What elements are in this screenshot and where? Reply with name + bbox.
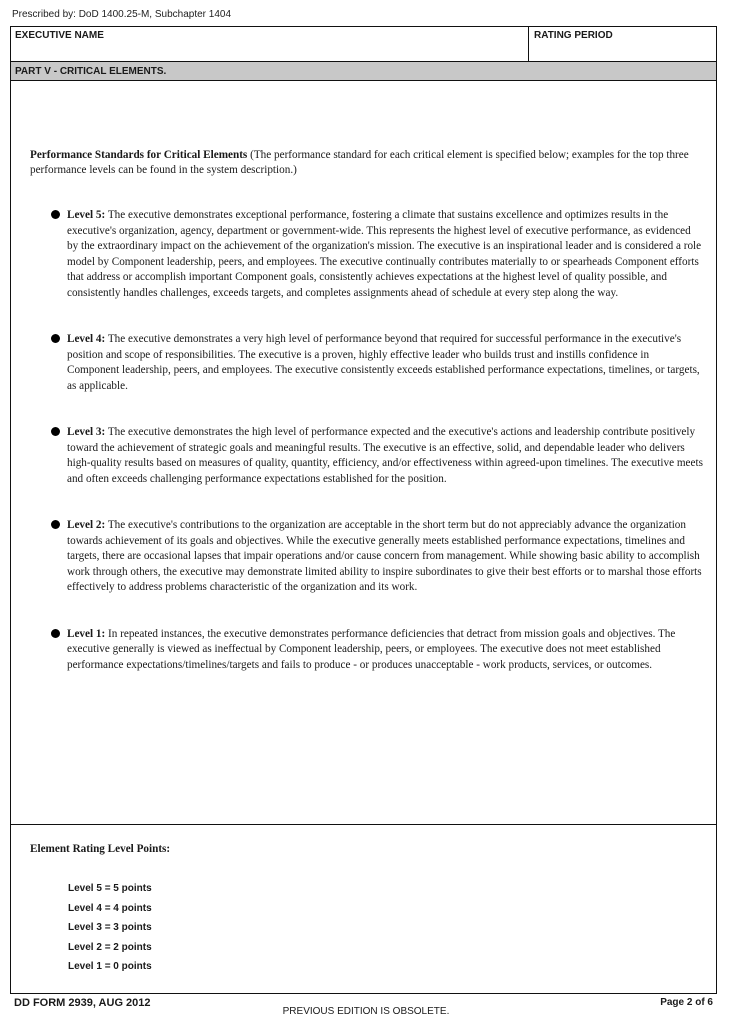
level-label: Level 1: [67, 627, 106, 640]
level-1-item [67, 627, 703, 674]
bullet-icon [51, 427, 60, 436]
rating-points-list [68, 882, 152, 980]
header-row [11, 27, 716, 62]
standards-heading: Performance Standards for Critical Elements [30, 149, 248, 161]
header-divider [528, 27, 529, 61]
section-divider [11, 824, 716, 825]
rating-point-item: Level 4 = 4 points [68, 902, 152, 914]
form-box [10, 26, 717, 994]
rating-point-item: Level 1 = 0 points [68, 961, 152, 973]
executive-name-label: EXECUTIVE NAME [15, 30, 104, 41]
rating-point-item: Level 2 = 2 points [68, 941, 152, 953]
page-number: Page 2 of 6 [660, 997, 713, 1008]
level-list [67, 208, 703, 704]
bullet-icon [51, 629, 60, 638]
form-id: DD FORM 2939, AUG 2012 [14, 997, 151, 1009]
level-text: In repeated instances, the executive demonstrates performance deficiencies that detract from mission goals and objectives. The executive generally is viewed as ineffectual by Component leadership, peers, or employees. The executive does not meet established performance expectations/timelines/targets and fails to produce - or produces unacceptable - work products, services, or outcomes. [67, 627, 676, 671]
part-header [11, 62, 716, 81]
bullet-icon [51, 210, 60, 219]
rating-points-title: Element Rating Level Points: [30, 843, 171, 855]
part-title: PART V - CRITICAL ELEMENTS. [15, 66, 167, 77]
bullet-icon [51, 334, 60, 343]
edition-note: PREVIOUS EDITION IS OBSOLETE. [282, 1006, 450, 1017]
level-label: Level 2: [67, 519, 106, 531]
level-text: The executive demonstrates a very high level of performance beyond that required for successful performance in the executive's position and scope of responsibilities. The executive is a proven, highly effective leader who builds trust and instills confidence in Component leadership, peers, and employees. The executive consistently exceeds established performance expectations, timelines, or targets, as applicable. [67, 333, 700, 392]
rating-point-item: Level 5 = 5 points [68, 883, 152, 894]
level-4-item [67, 332, 703, 394]
level-text: The executive demonstrates the high level of performance expected and the executive's actions and leadership contribute positively toward the achievement of strategic goals and meaningful results. The executive is an effective, solid, and dependable leader who delivers high-quality results based on measures of quality, quantity, efficiency, and/or effectiveness within agreed-upon timelines. The executive meets and often exceeds challenging performance expectations established for the position. [67, 426, 703, 485]
level-label: Level 5: [67, 209, 106, 221]
level-label: Level 3: [67, 426, 106, 438]
level-3-item [67, 425, 703, 487]
performance-standards-intro [30, 148, 718, 178]
level-2-item [67, 518, 703, 596]
level-text: The executive's contributions to the organization are acceptable in the short term but do not appreciably advance the organization towards achievement of its goals and objectives. While the executive generally meets established performance expectations, timelines and targets, there are occasional lapses that impair operations and/or cause concern from management. While showing basic ability to accomplish work through others, the executive may demonstrate limited ability to inspire subordinates to give their best efforts or to marshal those efforts effectively to address problems characteristic of the organization and its work. [67, 519, 702, 593]
standards-text: (The performance standard for each critical element is specified below; examples for the top three performance levels can be found in the system description.) [30, 149, 689, 176]
bullet-icon [51, 520, 60, 529]
level-5-item [67, 208, 703, 301]
level-label: Level 4: [67, 333, 106, 345]
rating-point-item: Level 3 = 3 points [68, 922, 152, 934]
prescribed-by: Prescribed by: DoD 1400.25-M, Subchapter 1404 [12, 9, 232, 20]
rating-period-label: RATING PERIOD [534, 30, 613, 41]
level-text: The executive demonstrates exceptional performance, fostering a climate that sustains excellence and optimizes results in the executive's organization, agency, department or government-wide. This represents the highest level of executive performance, as evidenced by the extraordinary impact on the achievement of the organization's mission. The executive is an inspirational leader and is considered a role model by Component leadership, peers, and employees. The executive continually contributes materially to or spearheads Component efforts that address or accomplish important Component goals, consistently achieves expectations at the highest level of quality possible, and consistently handles challenges, exceeds targets, and completes assignments ahead of schedule at every step along the way. [67, 209, 702, 299]
